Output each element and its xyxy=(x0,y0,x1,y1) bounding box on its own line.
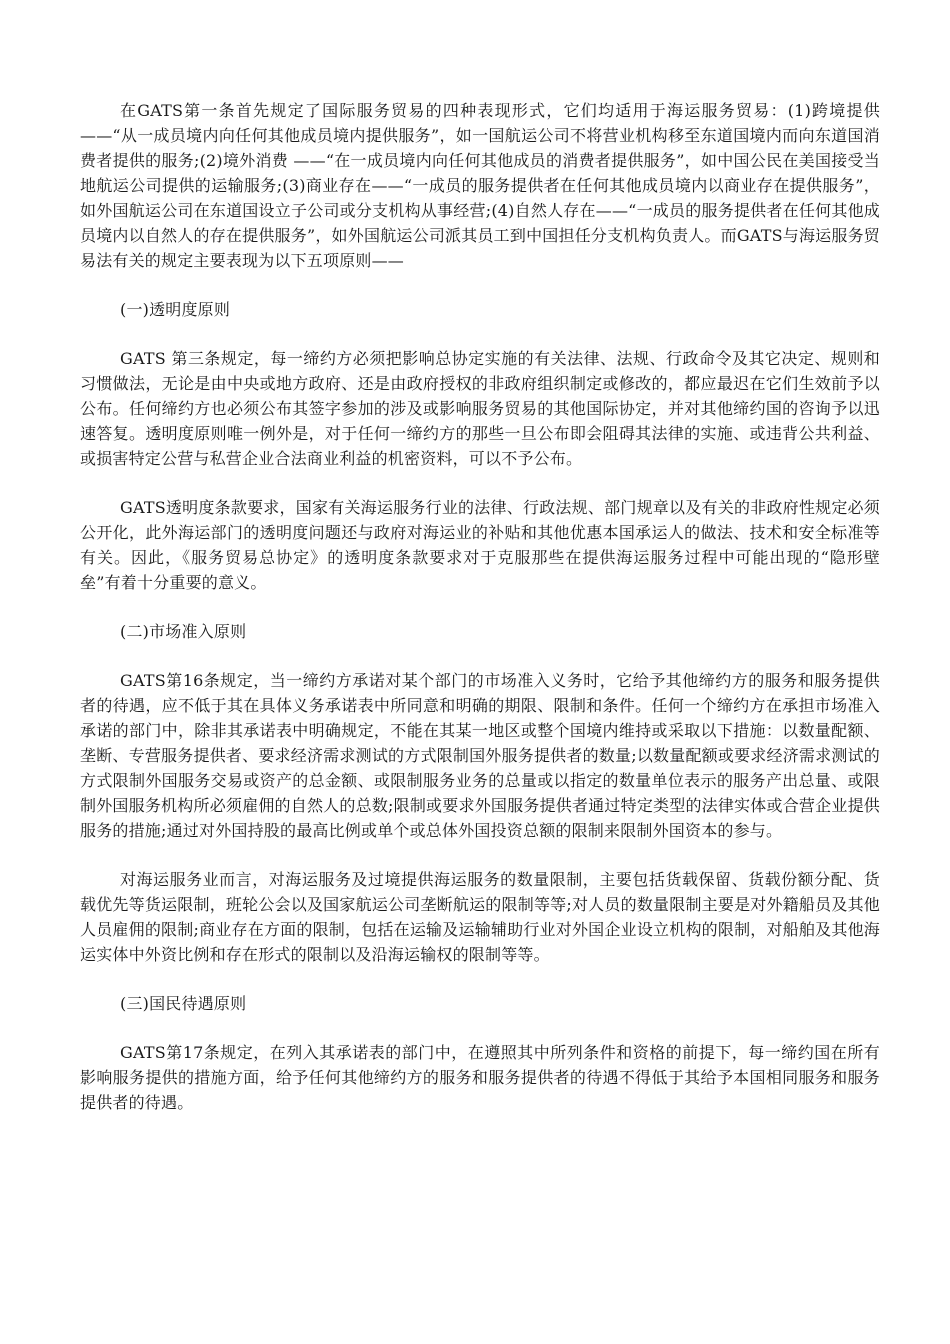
section-heading-market-access: (二)市场准入原则 xyxy=(120,622,247,641)
national-treatment-paragraph-1: GATS第17条规定，在列入其承诺表的部门中，在遵照其中所列条件和资格的前提下，每一缔约国在所有影响服务提供的措施方面，给予任何其他缔约方的服务和服务提供者的待遇不得低于其给予本国相同服务和服务提供者的待遇。 xyxy=(80,1043,880,1112)
intro-paragraph: 在GATS第一条首先规定了国际服务贸易的四种表现形式，它们均适用于海运服务贸易：(1)跨境提供——“从一成员境内向任何其他成员境内提供服务”，如一国航运公司不将营业机构移至东道国境内而向东道国消费者提供的服务;(2)境外消费 ——“在一成员境内向任何其他成员的消费者提供服务”，如中国公民在美国接受当地航运公司提供的运输服务;(3)商业存在——“一成员的服务提供者在任何其他成员境内以商业存在提供服务”，如外国航运公司在东道国设立子公司或分支机构从事经营;(4)自然人存在——“一成员的服务提供者在任何其他成员境内以自然人的存在提供服务”，如外国航运公司派其员工到中国担任分支机构负责人。而GATS与海运服务贸易法有关的规定主要表现为以下五项原则—— xyxy=(80,101,880,270)
transparency-paragraph-1: GATS 第三条规定，每一缔约方必须把影响总协定实施的有关法律、法规、行政命令及其它决定、规则和习惯做法，无论是由中央或地方政府、还是由政府授权的非政府组织制定或修改的，都应最迟在它们生效前予以公布。任何缔约方也必须公布其签字参加的涉及或影响服务贸易的其他国际协定，并对其他缔约国的咨询予以迅速答复。透明度原则唯一例外是，对于任何一缔约方的那些一旦公布即会阻碍其法律的实施、或违背公共利益、或损害特定公营与私营企业合法商业利益的机密资料，可以不予公布。 xyxy=(80,349,880,468)
transparency-paragraph-2: GATS透明度条款要求，国家有关海运服务行业的法律、行政法规、部门规章以及有关的非政府性规定必须公开化，此外海运部门的透明度问题还与政府对海运业的补贴和其他优惠本国承运人的做法、技术和安全标准等有关。因此，《服务贸易总协定》的透明度条款要求对于克服那些在提供海运服务过程中可能出现的“隐形壁垒”有着十分重要的意义。 xyxy=(80,498,880,592)
market-access-paragraph-1: GATS第16条规定，当一缔约方承诺对某个部门的市场准入义务时，它给予其他缔约方的服务和服务提供者的待遇，应不低于其在具体义务承诺表中所同意和明确的期限、限制和条件。任何一个缔约方在承担市场准入承诺的部门中，除非其承诺表中明确规定，不能在其某一地区或整个国境内维持或采取以下措施：以数量配额、垄断、专营服务提供者、要求经济需求测试的方式限制国外服务提供者的数量;以数量配额或要求经济需求测试的方式限制外国服务交易或资产的总金额、或限制服务业务的总量或以指定的数量单位表示的服务产出总量、或限制外国服务机构所必须雇佣的自然人的总数;限制或要求外国服务提供者通过特定类型的法律实体或合营企业提供服务的措施;通过对外国持股的最高比例或单个或总体外国投资总额的限制来限制外国资本的参与。 xyxy=(80,671,880,840)
section-heading-national-treatment: (三)国民待遇原则 xyxy=(120,994,247,1013)
document-page xyxy=(80,98,880,1139)
market-access-paragraph-2: 对海运服务业而言，对海运服务及过境提供海运服务的数量限制，主要包括货载保留、货载份额分配、货载优先等货运限制，班轮公会以及国家航运公司垄断航运的限制等等;对人员的数量限制主要是对外籍船员及其他人员雇佣的限制;商业存在方面的限制，包括在运输及运输辅助行业对外国企业设立机构的限制，对船舶及其他海运实体中外资比例和存在形式的限制以及沿海运输权的限制等等。 xyxy=(80,870,880,964)
section-heading-transparency: (一)透明度原则 xyxy=(120,300,231,319)
